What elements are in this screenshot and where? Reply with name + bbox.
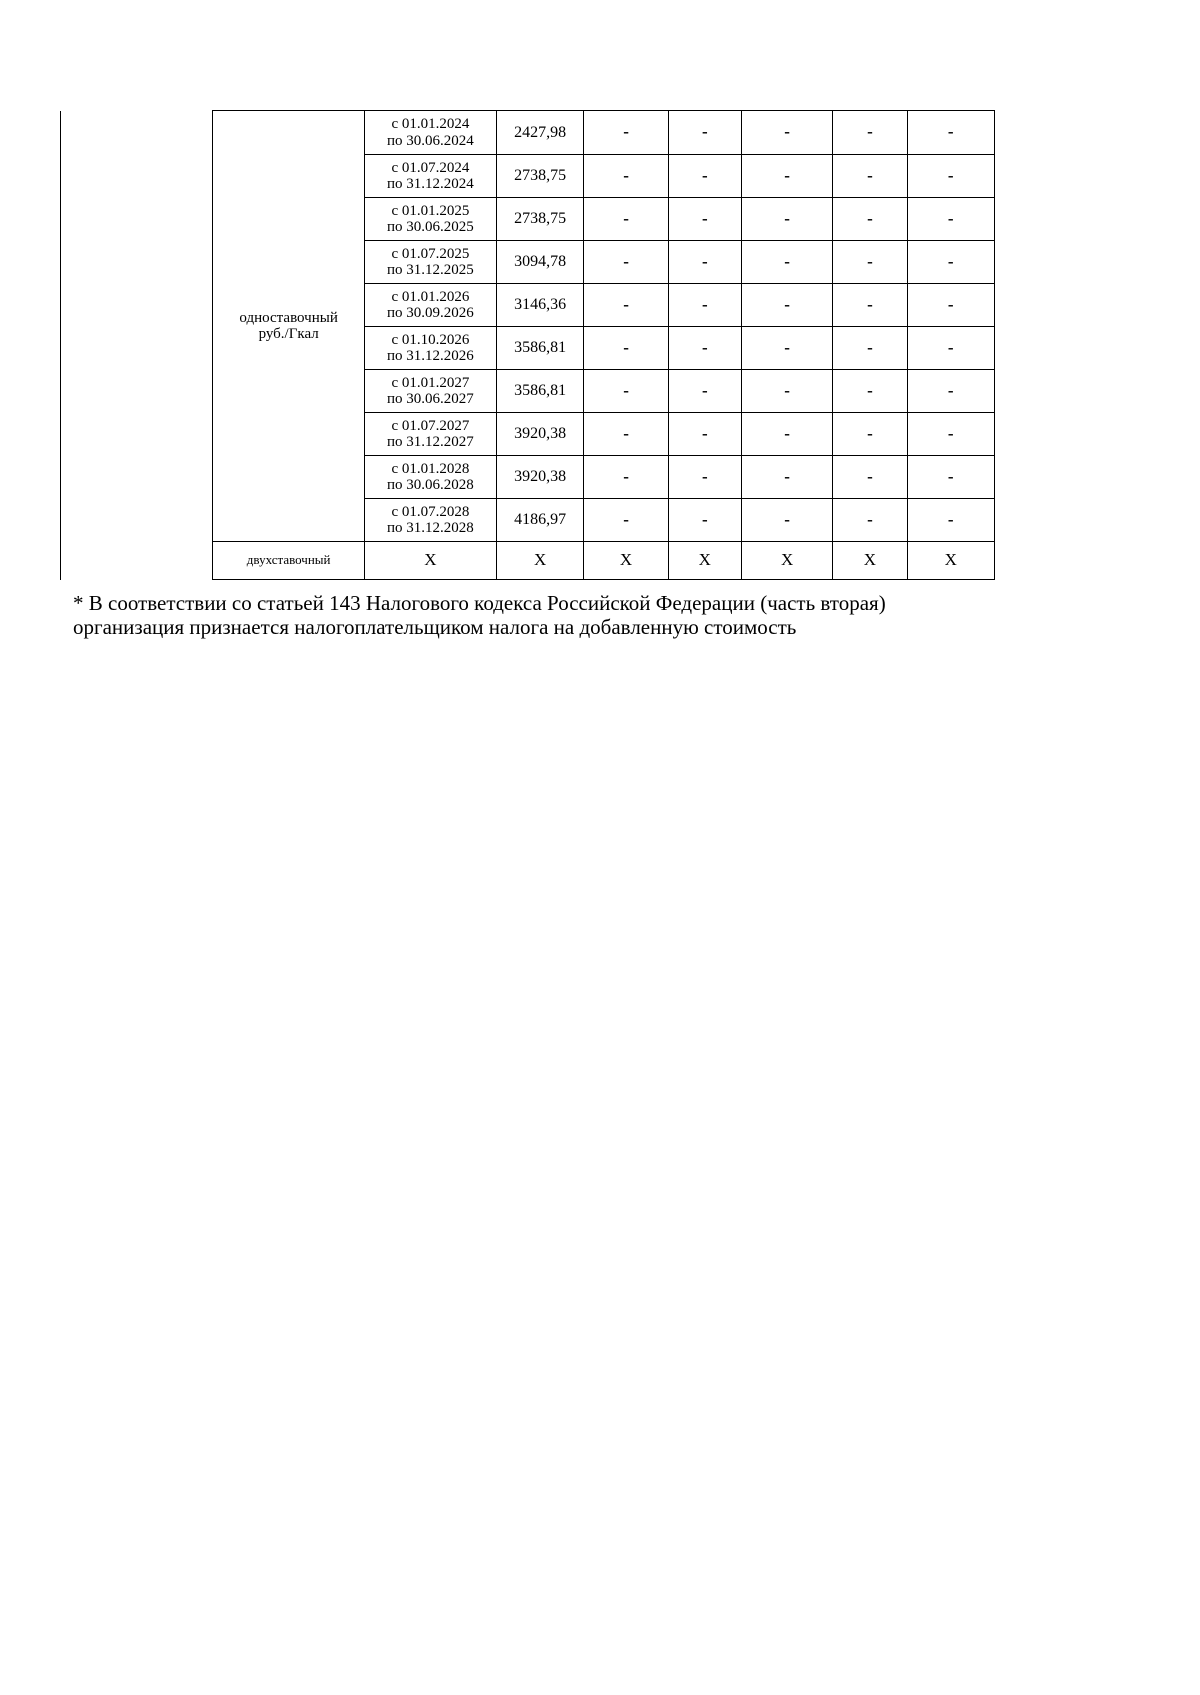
tariff-row: [61, 111, 995, 155]
single-rate-label-line: одноставочный: [239, 309, 338, 326]
value-cell: -: [833, 413, 907, 456]
period-cell: [364, 111, 496, 155]
period-to: по 30.06.2024: [387, 132, 474, 149]
value-cell: -: [584, 198, 668, 241]
value-cell: -: [668, 499, 741, 542]
period-from: с 01.01.2024: [391, 116, 470, 132]
period-to: по 30.09.2026: [387, 305, 474, 321]
value-cell: -: [741, 111, 832, 155]
value-cell: -: [741, 198, 832, 241]
vat-footnote: [73, 591, 1033, 639]
period-to: по 30.06.2027: [387, 391, 474, 407]
value-cell: -: [741, 456, 832, 499]
period-cell: [364, 370, 496, 413]
value-cell: -: [668, 327, 741, 370]
value-cell: -: [907, 456, 994, 499]
value-cell: -: [833, 284, 907, 327]
value-cell: -: [907, 499, 994, 542]
period-from: с 01.07.2025: [391, 245, 470, 262]
value-cell: -: [668, 155, 741, 198]
period-cell: [364, 284, 496, 327]
value-cell: -: [741, 241, 832, 284]
period-from: с 01.01.2028: [391, 460, 470, 477]
value-cell: -: [584, 327, 668, 370]
value-cell: -: [741, 370, 832, 413]
value-cell: -: [584, 111, 668, 155]
value-cell: -: [584, 456, 668, 499]
two-part-label: двухставочный: [213, 542, 364, 580]
period-from: с 01.01.2027: [391, 374, 470, 391]
value-cell: -: [668, 284, 741, 327]
price-cell: 4186,97: [496, 499, 583, 542]
x-cell: X: [584, 542, 668, 580]
value-cell: -: [668, 111, 741, 155]
value-cell: -: [833, 198, 907, 241]
x-cell: X: [668, 542, 741, 580]
value-cell: -: [584, 241, 668, 284]
value-cell: -: [907, 111, 994, 155]
period-from: с 01.10.2026: [391, 331, 470, 348]
value-cell: -: [907, 155, 994, 198]
period-cell: [364, 413, 496, 456]
price-cell: 3094,78: [496, 241, 583, 284]
value-cell: -: [584, 499, 668, 542]
footnote-line-1: * В соответствии со статьей 143 Налогового кодекса Российской Федерации (часть вторая): [73, 591, 886, 615]
value-cell: -: [833, 111, 907, 155]
period-to: по 31.12.2025: [387, 262, 474, 278]
price-cell: 3586,81: [496, 327, 583, 370]
value-cell: -: [584, 284, 668, 327]
period-to: по 30.06.2028: [387, 477, 474, 493]
price-cell: 3586,81: [496, 370, 583, 413]
period-from: с 01.07.2027: [391, 417, 470, 434]
value-cell: -: [741, 413, 832, 456]
price-cell: 3146,36: [496, 284, 583, 327]
value-cell: -: [907, 413, 994, 456]
value-cell: -: [907, 284, 994, 327]
value-cell: -: [833, 155, 907, 198]
price-cell: 2738,75: [496, 155, 583, 198]
blank-left-column: [61, 111, 213, 580]
value-cell: -: [741, 155, 832, 198]
value-cell: -: [584, 370, 668, 413]
period-cell: [364, 155, 496, 198]
x-cell: X: [496, 542, 583, 580]
tariff-table-body: [61, 111, 995, 580]
period-cell: [364, 327, 496, 370]
value-cell: -: [584, 155, 668, 198]
period-to: по 31.12.2026: [387, 348, 474, 364]
value-cell: -: [668, 456, 741, 499]
value-cell: -: [741, 499, 832, 542]
value-cell: -: [668, 198, 741, 241]
value-cell: -: [833, 456, 907, 499]
period-cell: [364, 456, 496, 499]
period-to: по 31.12.2027: [387, 434, 474, 450]
value-cell: -: [907, 198, 994, 241]
price-cell: 2427,98: [496, 111, 583, 155]
footnote-line-2: организация признается налогоплательщиком налога на добавленную стоимость: [73, 615, 797, 640]
value-cell: -: [907, 370, 994, 413]
value-cell: -: [584, 413, 668, 456]
x-cell: X: [364, 542, 496, 580]
period-to: по 31.12.2028: [387, 520, 474, 536]
value-cell: -: [741, 327, 832, 370]
period-to: по 31.12.2024: [387, 176, 474, 192]
period-from: с 01.01.2025: [391, 202, 470, 219]
price-cell: 3920,38: [496, 456, 583, 499]
period-to: по 30.06.2025: [387, 219, 474, 235]
period-cell: [364, 198, 496, 241]
period-from: с 01.07.2024: [391, 159, 470, 176]
value-cell: -: [833, 499, 907, 542]
x-cell: X: [741, 542, 832, 580]
value-cell: -: [741, 284, 832, 327]
value-cell: -: [907, 327, 994, 370]
single-rate-label: [213, 111, 364, 542]
x-cell: X: [907, 542, 994, 580]
period-from: с 01.07.2028: [391, 503, 470, 520]
period-cell: [364, 499, 496, 542]
value-cell: -: [668, 241, 741, 284]
value-cell: -: [668, 370, 741, 413]
value-cell: -: [833, 327, 907, 370]
price-cell: 3920,38: [496, 413, 583, 456]
period-cell: [364, 241, 496, 284]
tariff-table: [60, 110, 995, 580]
x-cell: X: [833, 542, 907, 580]
value-cell: -: [907, 241, 994, 284]
value-cell: -: [668, 413, 741, 456]
value-cell: -: [833, 370, 907, 413]
single-rate-label-line: руб./Гкал: [258, 326, 319, 342]
period-from: с 01.01.2026: [391, 288, 470, 305]
price-cell: 2738,75: [496, 198, 583, 241]
value-cell: -: [833, 241, 907, 284]
